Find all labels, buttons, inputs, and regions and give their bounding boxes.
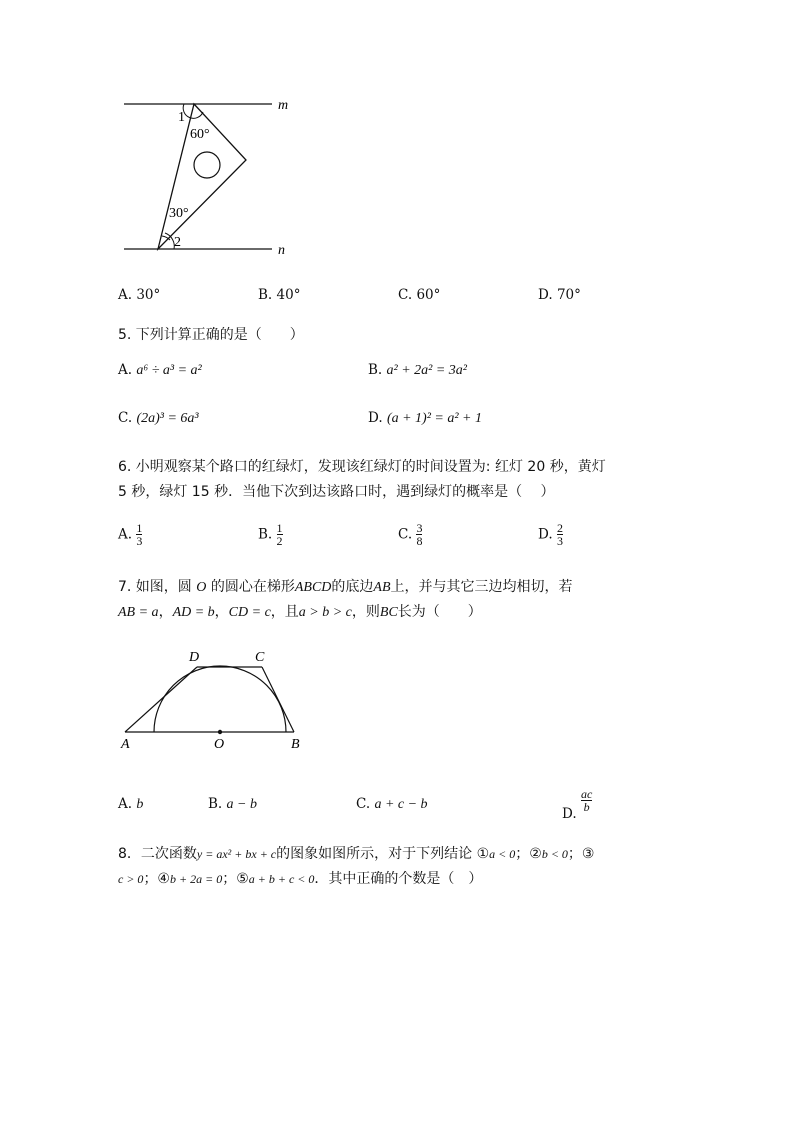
q7-option-b[interactable] [208, 796, 257, 813]
q4-option-a[interactable] [118, 287, 160, 303]
text: BC [379, 605, 398, 620]
label-angle-60: 60° [190, 127, 210, 142]
text: ．其中正确的个数是（ ） [314, 871, 483, 887]
text: ；③ [567, 846, 595, 862]
text: AD = b [172, 605, 215, 620]
option-expr: a⁶ ÷ a³ = a² [136, 363, 202, 378]
option-label: C. [398, 526, 413, 543]
option-expr: (2a)³ = 6a³ [136, 411, 199, 426]
center-point [218, 730, 222, 734]
q5-stem: 5. 下列计算正确的是（ ） [118, 327, 304, 343]
q6-option-b[interactable] [258, 522, 283, 547]
q7-line-1 [118, 576, 573, 596]
option-value: 30° [136, 287, 161, 303]
option-label: D. [538, 526, 553, 543]
q7-option-c[interactable] [356, 796, 428, 813]
option-label: B. [258, 526, 273, 543]
option-value: 40° [276, 287, 301, 303]
label-b: B [291, 737, 300, 752]
conclusion-5: a + b + c < 0 [248, 872, 315, 886]
denominator: 3 [556, 534, 563, 548]
parallel-lines-figure [110, 90, 310, 260]
q7-option-d[interactable] [562, 788, 592, 822]
text: 8．二次函数 [118, 846, 197, 862]
option-label: B. [258, 287, 273, 303]
option-label: C. [356, 796, 371, 812]
text: ABCD [294, 580, 332, 595]
option-value: 60° [416, 287, 441, 303]
q7-option-a[interactable] [118, 796, 143, 813]
option-label: A. [118, 796, 133, 812]
fraction [136, 522, 142, 547]
option-label: A. [118, 287, 133, 303]
text: AB [373, 580, 391, 595]
option-label: B. [208, 796, 223, 812]
text: AB = a [118, 605, 159, 620]
q8-line-1 [118, 843, 594, 863]
option-label: D. [562, 806, 577, 822]
q5-option-d[interactable] [368, 410, 482, 427]
denominator: 8 [416, 534, 423, 548]
option-value: 70° [556, 287, 581, 303]
label-angle-1: 1 [178, 110, 185, 125]
fraction [581, 788, 592, 813]
q5-option-c[interactable] [118, 410, 199, 427]
numerator: 2 [556, 521, 563, 535]
denominator: b [581, 800, 592, 813]
label-a: A [121, 737, 130, 752]
denominator: 3 [136, 534, 143, 548]
label-m: m [278, 98, 289, 113]
text: ， [214, 604, 229, 620]
option-label: A. [118, 362, 133, 378]
text: a > b > c [298, 605, 352, 620]
q6-option-d[interactable] [538, 522, 563, 547]
text: ；④ [143, 871, 170, 887]
numerator: 3 [416, 521, 423, 535]
text: ，且 [270, 604, 299, 620]
conclusion-3: c > 0 [118, 872, 144, 886]
numerator: 1 [136, 521, 143, 535]
option-label: B. [368, 362, 383, 378]
q5-option-b[interactable] [368, 362, 467, 379]
label-o: O [214, 737, 225, 752]
fraction [416, 522, 422, 547]
label-angle-30: 30° [169, 206, 189, 221]
label-n: n [278, 243, 285, 258]
side-ad [125, 667, 197, 732]
option-expr: (a + 1)² = a² + 1 [386, 411, 482, 426]
q4-option-b[interactable] [258, 287, 300, 303]
q6-line-1: 6. 小明观察某个路口的红绿灯，发现该红绿灯的时间设置为: 红灯 20 秒，黄灯 [118, 459, 606, 475]
option-label: D. [538, 287, 553, 303]
option-label: A. [118, 526, 133, 543]
q4-option-c[interactable] [398, 287, 440, 303]
fraction [557, 522, 563, 547]
denominator: 2 [276, 534, 283, 548]
q8-line-2 [118, 868, 482, 888]
text: ；② [515, 846, 542, 862]
option-label: C. [398, 287, 413, 303]
text: 7. 如图，圆 [118, 579, 197, 595]
option-expr: a − b [226, 797, 257, 812]
text: 的底边 [331, 579, 374, 595]
text: ，则 [351, 604, 380, 620]
option-label: D. [368, 410, 383, 426]
text: CD = c [228, 605, 271, 620]
q4-option-d[interactable] [538, 287, 581, 303]
conclusion-4: b + 2a = 0 [170, 872, 223, 886]
trapezoid-figure [110, 640, 320, 760]
q5-option-a[interactable] [118, 362, 202, 379]
conclusion-1: a < 0 [489, 847, 516, 861]
q6-option-a[interactable] [118, 522, 142, 547]
q6-line-2: 5 秒，绿灯 15 秒．当他下次到达该路口时，遇到绿灯的概率是（ ） [118, 484, 555, 500]
option-expr: a² + 2a² = 3a² [386, 363, 468, 378]
function-expr: y = ax² + bx + c [196, 847, 277, 861]
text: 的圆心在梯形 [206, 579, 295, 595]
numerator: 1 [276, 521, 283, 535]
text: 长为（ ） [397, 604, 482, 620]
q6-option-c[interactable] [398, 522, 422, 547]
numerator: ac [580, 787, 593, 801]
q7-line-2 [118, 601, 482, 621]
label-d: D [189, 650, 200, 665]
label-angle-2: 2 [174, 235, 181, 250]
inner-circle [194, 152, 220, 178]
text: 上，并与其它三边均相切，若 [390, 579, 573, 595]
text: ；⑤ [222, 871, 249, 887]
option-expr: b [136, 797, 144, 812]
label-c: C [255, 650, 265, 665]
text: 的图象如图所示，对于下列结论 ① [276, 846, 490, 862]
text: ， [158, 604, 173, 620]
option-expr: a + c − b [374, 797, 428, 812]
text: O [196, 580, 207, 595]
option-label: C. [118, 410, 133, 426]
conclusion-2: b < 0 [541, 847, 568, 861]
fraction [277, 522, 283, 547]
